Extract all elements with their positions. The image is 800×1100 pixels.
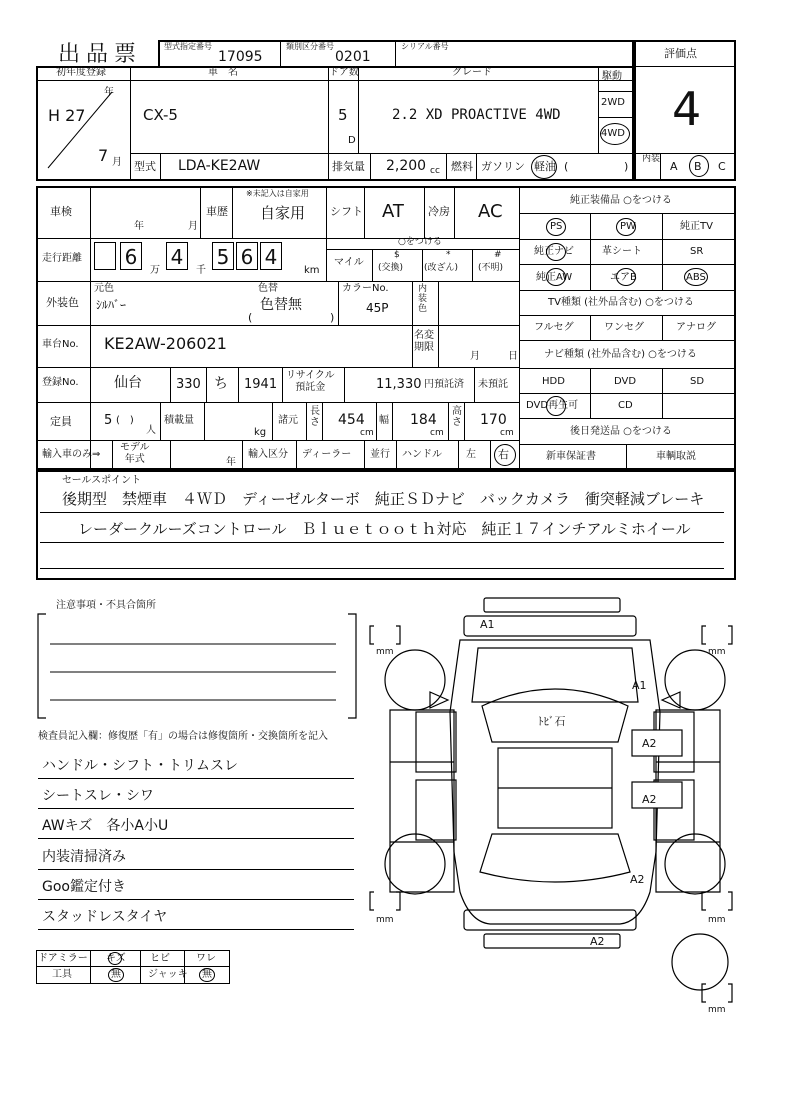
equip-aw: 純正AW [536, 272, 573, 283]
shift-label: シフト [330, 205, 363, 218]
inspector-note-line: ハンドル・シフト・トリムスレ [42, 758, 238, 774]
history-value: 自家用 [260, 204, 306, 222]
history-label: 車歴 [206, 205, 228, 218]
height-unit: cm [500, 428, 514, 438]
capacity-unit: 人 [146, 425, 156, 436]
width-value: 184 [410, 412, 437, 428]
inspector-note-line: Goo鑑定付き [42, 879, 126, 895]
equip-leather: 革シート [602, 246, 642, 257]
damage-mark-right-front-door: A2 [642, 737, 657, 750]
first-registration-month: 7 [98, 146, 109, 165]
damage-mark-right-rear-door: A2 [642, 793, 657, 806]
navi-sd: SD [690, 376, 705, 387]
equip-navi-circle [546, 243, 566, 261]
capacity-paren: ( ) [116, 415, 134, 426]
interior-b: B [694, 160, 702, 173]
load-unit: kg [254, 427, 267, 438]
recycle-status: 円預託済 [424, 379, 464, 390]
interior-c: C [718, 160, 726, 173]
sheet-title: 出品票 [58, 42, 143, 67]
mileage-km: km [304, 265, 320, 276]
original-color-label: 元色 [94, 283, 114, 294]
equip-tv: 純正TV [680, 221, 713, 232]
fuel-other-close: ) [624, 160, 629, 173]
handle-right: 右 [498, 448, 509, 461]
mirror-crack: ヒビ [150, 953, 170, 964]
year-unit: 年 [104, 87, 114, 98]
import-dealer: ディーラー [302, 449, 352, 460]
exterior-color-label: 外装色 [46, 296, 79, 309]
mile-tamper-symbol: * [446, 250, 451, 260]
inspector-note-line: AWキズ 各小A小U [42, 818, 169, 834]
type-value: LDA-KE2AW [178, 158, 261, 174]
height-value: 170 [480, 412, 507, 428]
tools-label: 工具 [52, 969, 72, 980]
mm-label-front-left: mm [376, 647, 394, 657]
width-unit: cm [430, 428, 444, 438]
equip-sr: SR [690, 246, 704, 257]
fuel-other-open: ( [564, 160, 569, 173]
tools-none-circle [108, 968, 124, 982]
displacement-value: 2,200 [386, 158, 427, 174]
inspection-label: 車検 [50, 205, 72, 218]
displacement-unit: cc [430, 166, 440, 176]
plate-class: 330 [176, 377, 201, 392]
recycle-label: リサイクル 預託金 [286, 370, 335, 393]
navi-dvd: DVD [614, 376, 637, 387]
mile-unknown: (不明) [478, 263, 504, 273]
chassis-label: 車台No. [42, 339, 79, 350]
rating-label: 評価点 [664, 47, 697, 60]
grade-value: 2.2 XD PROACTIVE 4WD [392, 107, 561, 123]
inspection-year-unit: 年 [134, 221, 144, 232]
mm-label-front-right: mm [708, 647, 726, 657]
jack-none-circle [199, 968, 215, 982]
mileage-man: 万 [150, 265, 160, 276]
later-warranty: 新車保証書 [546, 451, 596, 462]
equipment-title: 純正装備品 ○をつける [570, 195, 672, 206]
transfer-deadline-label: 名変 期限 [414, 330, 434, 353]
navi-cd: CD [618, 400, 633, 411]
defects-label: 注意事項・不具合箇所 [56, 600, 156, 611]
handle-label: ハンドル [402, 449, 442, 460]
navi-hdd: HDD [542, 376, 565, 387]
fuel-diesel-circle [531, 155, 557, 179]
model-designation: 17095 [218, 49, 263, 65]
navi-dvd-playback: DVD再生可 [526, 400, 579, 411]
doors-label: ドア数 [329, 67, 359, 78]
jack-label: ジャッキ [148, 969, 188, 980]
mile-exchange-symbol: $ [394, 250, 400, 260]
mileage-digit: 4 [260, 242, 282, 270]
mileage-digit: 6 [236, 242, 258, 270]
drive-label: 駆動 [602, 71, 622, 82]
equip-pw: PW [620, 221, 636, 232]
original-color: ｼﾙﾊﾞｰ [96, 298, 127, 312]
sales-points-line1: 後期型 禁煙車 ４ＷＤ ディーゼルターボ 純正ＳＤナビ バックカメラ 衝突軽減ブレーキ [62, 490, 705, 508]
length-value: 454 [338, 412, 365, 428]
shift-value: AT [382, 201, 404, 222]
fuel-label: 燃料 [451, 160, 473, 173]
tv-analog: アナログ [676, 322, 716, 333]
drive-4wd-circle [600, 123, 630, 145]
equip-abs-circle [684, 268, 708, 286]
recolor-label: 色替 [258, 283, 278, 294]
damage-mark-right-fender: A1 [632, 679, 647, 692]
serial-label: シリアル番号 [401, 42, 449, 51]
mileage-digit: 5 [212, 242, 234, 270]
inspector-label: 検査員記入欄：修復歴「有」の場合は修復箇所・交換箇所を記入 [38, 731, 328, 742]
mirror-break: ワレ [196, 953, 216, 964]
plate-label: 登録No. [42, 377, 79, 388]
jack-none: 無 [202, 969, 212, 980]
mirror-scratch-circle [108, 952, 122, 965]
car-damage-diagram [360, 592, 760, 1022]
first-registration-year: H 27 [48, 106, 86, 125]
mileage-label: 走行距離 [42, 253, 82, 264]
model-year-unit: 年 [226, 457, 236, 468]
length-unit: cm [360, 428, 374, 438]
inspector-note-line: スタッドレスタイヤ [42, 909, 168, 925]
handle-right-circle [494, 444, 516, 466]
defects-bracket [36, 612, 358, 722]
later-manual: 車輌取説 [656, 451, 696, 462]
interior-label: 内装 [642, 154, 661, 164]
recolor-value: 色替無 [260, 297, 302, 313]
mileage-digit: 6 [120, 242, 142, 270]
chassis-number: KE2AW-206021 [104, 334, 227, 353]
month-unit: 月 [112, 157, 122, 168]
damage-mark-right-quarter: A2 [630, 873, 645, 886]
mile-tamper: (改ざん) [424, 263, 459, 273]
damage-mark-rear-bumper: A2 [590, 935, 605, 948]
equip-navi: 純正ナビ [534, 246, 574, 257]
sales-points-line2: レーダークルーズコントロール Ｂｌｕｅｔｏｏｔｈ対応 純正１７インチアルミホイール [78, 520, 691, 538]
ac-value: AC [478, 201, 503, 222]
mile-exchange: (交換) [378, 263, 404, 273]
ac-label: 冷房 [428, 205, 450, 218]
mirror-label: ドアミラー [38, 953, 88, 964]
model-designation-label: 型式指定番号 [164, 42, 212, 51]
mirror-scratch: キズ [106, 953, 126, 964]
mm-label-spare: mm [708, 1005, 726, 1015]
length-label: 長 さ [310, 406, 320, 428]
category-number: 0201 [335, 49, 371, 65]
equip-pw-circle [616, 218, 636, 236]
tools-none: 無 [111, 969, 121, 980]
category-label: 類別区分番号 [286, 42, 334, 51]
drive-4wd: 4WD [601, 128, 625, 139]
load-label: 積載量 [164, 415, 194, 426]
door-type: D [348, 135, 356, 146]
equip-aw-circle [546, 268, 566, 286]
navi-dvd-playback-circle [546, 396, 566, 416]
tv-fullseg: フルセグ [534, 322, 574, 333]
tv-oneseg: ワンセグ [604, 322, 644, 333]
interior-a: A [670, 160, 678, 173]
recycle-unpaid: 未預託 [478, 379, 508, 390]
equip-ps-circle [546, 218, 566, 236]
damage-mark-windshield-chip: ﾄﾋﾞ石 [538, 715, 566, 728]
tv-type-title: TV種類 (社外品含む) ○をつける [548, 297, 694, 308]
type-label: 型式 [134, 160, 156, 173]
capacity-value: 5 [104, 413, 113, 428]
mileage-mile: マイル [334, 257, 364, 268]
displacement-label: 排気量 [332, 160, 365, 173]
damage-mark-front-bumper: A1 [480, 618, 495, 631]
first-registration-label: 初年度登録 [56, 67, 106, 78]
handle-left: 左 [466, 449, 476, 460]
drive-2wd: 2WD [601, 97, 625, 108]
mile-unknown-symbol: # [494, 250, 502, 260]
mileage-digit-blank [94, 242, 116, 270]
dimensions-label: 諸元 [278, 415, 298, 426]
plate-kana: ち [214, 376, 228, 392]
mm-label-rear-left: mm [376, 915, 394, 925]
height-label: 高 さ [452, 406, 462, 428]
car-name: CX-5 [143, 106, 178, 124]
equip-airbag: エアB [610, 272, 637, 283]
import-parallel: 並行 [370, 449, 390, 460]
fuel-diesel: 軽油 [534, 160, 556, 173]
recolor-paren-close: ) [330, 311, 335, 324]
rating-value: 4 [672, 82, 702, 136]
plate-area: 仙台 [114, 375, 142, 391]
grade-label: グレード [452, 67, 492, 78]
transfer-day: 日 [508, 351, 518, 362]
later-shipment-title: 後日発送品 ○をつける [570, 426, 672, 437]
sales-points-label: セールスポイント [62, 475, 142, 486]
recolor-paren-open: ( [248, 311, 253, 324]
mileage-check-note: ○をつける [398, 237, 442, 247]
transfer-month: 月 [470, 351, 480, 362]
equip-abs: ABS [686, 272, 706, 283]
color-number-label: カラーNo. [342, 283, 389, 294]
mileage-digit: 4 [166, 242, 188, 270]
mm-label-rear-right: mm [708, 915, 726, 925]
import-class-label: 輸入区分 [248, 449, 288, 460]
width-label: 幅 [379, 415, 389, 426]
equip-ps: PS [550, 221, 563, 232]
equip-airbag-circle [616, 268, 636, 286]
interior-color-label: 内 装 色 [418, 284, 428, 314]
model-year-label: モデル 年式 [120, 442, 150, 465]
fuel-gasoline: ガソリン [481, 160, 525, 173]
color-number: 45P [366, 301, 389, 315]
mileage-sen: 千 [196, 265, 206, 276]
import-only-label: 輸入車のみ⇒ [42, 449, 101, 460]
car-name-label: 車 名 [208, 67, 238, 78]
doors-value: 5 [338, 106, 348, 124]
capacity-label: 定員 [50, 415, 72, 428]
inspector-note-line: シートスレ・シワ [42, 788, 154, 804]
interior-b-circle [689, 155, 709, 177]
history-note: ※未記入は自家用 [246, 189, 309, 198]
inspection-month-unit: 月 [188, 221, 198, 232]
navi-type-title: ナビ種類 (社外品含む) ○をつける [544, 349, 697, 360]
inspector-note-line: 内装清掃済み [42, 849, 126, 865]
plate-number: 1941 [244, 377, 278, 392]
recycle-amount: 11,330 [376, 377, 422, 392]
